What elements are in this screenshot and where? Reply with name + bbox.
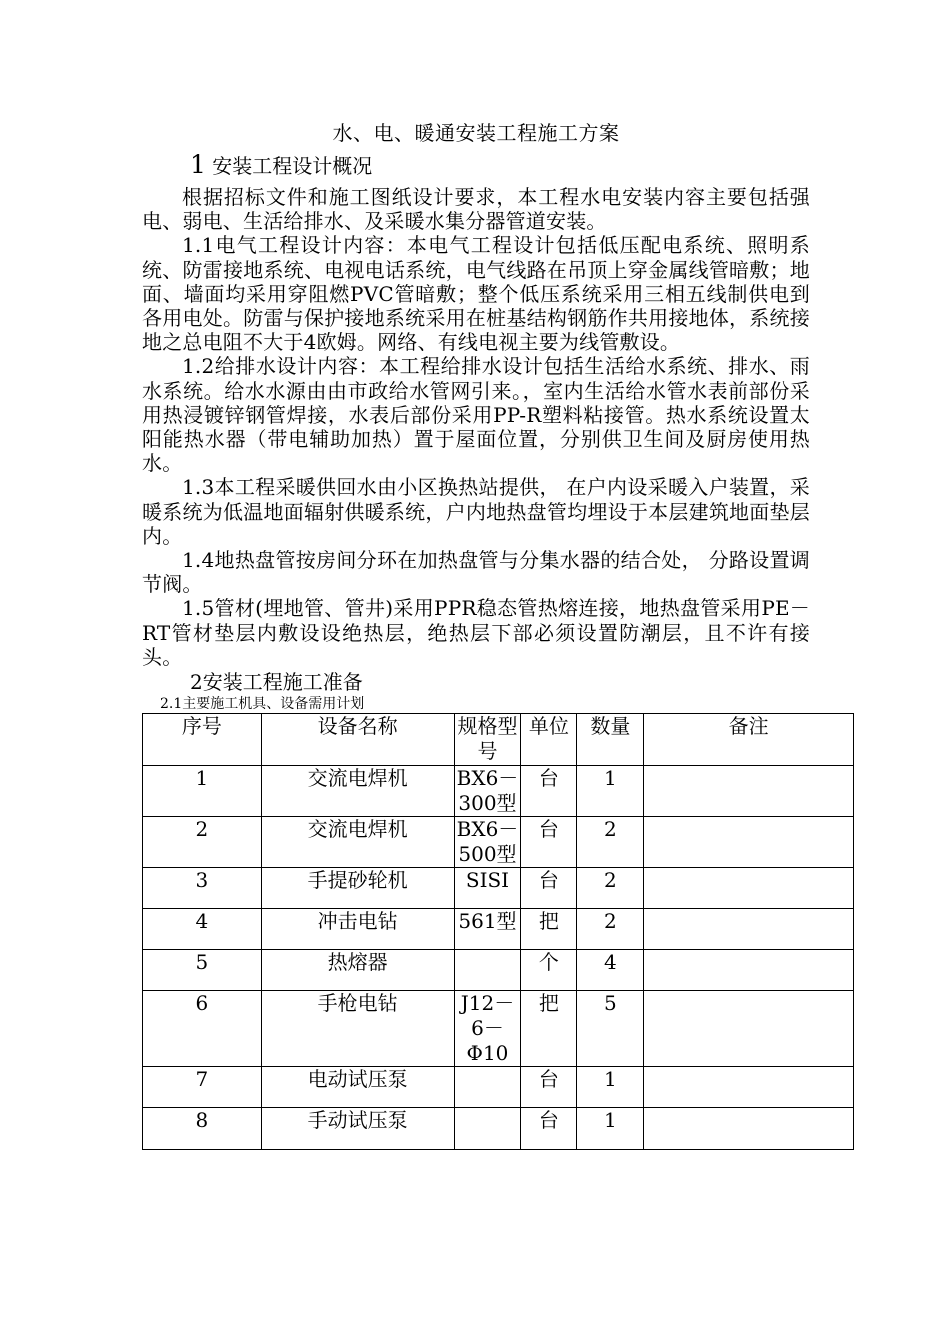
- cell-index: 6: [143, 991, 262, 1067]
- cell-name: 手动试压泵: [261, 1108, 454, 1150]
- table-caption: 2.1主要施工机具、设备需用计划: [160, 696, 365, 713]
- cell-quantity: 5: [577, 991, 644, 1067]
- cell-remark: [644, 909, 854, 950]
- cell-model: SISI: [454, 868, 521, 909]
- cell-quantity: 2: [577, 909, 644, 950]
- cell-index: 5: [143, 950, 262, 991]
- cell-unit: 台: [521, 868, 577, 909]
- header-index: 序号: [143, 714, 262, 766]
- cell-index: 7: [143, 1067, 262, 1108]
- cell-unit: 台: [521, 1067, 577, 1108]
- table-row: [143, 1067, 854, 1108]
- cell-model: BX6－500型: [454, 817, 521, 868]
- cell-model: [454, 1108, 521, 1150]
- table-row: [143, 991, 854, 1067]
- cell-remark: [644, 1108, 854, 1150]
- cell-model: BX6－300型: [454, 766, 521, 817]
- cell-model: [454, 1067, 521, 1108]
- equipment-table: [142, 713, 854, 1150]
- cell-unit: 台: [521, 1108, 577, 1150]
- paragraph-1-1: 1.1电气工程设计内容：本电气工程设计包括低压配电系统、照明系统、防雷接地系统、电视电话系统，电气线路在吊顶上穿金属线管暗敷；地面、墙面均采用穿阻燃PVC管暗敷；整个低压系统采用三相五线制供电到各用电处。防雷与保护接地系统采用在桩基结构钢筋作共用接地体，系统接地之总电阻不大于4欧姆。网络、有线电视主要为线管敷设。: [142, 233, 810, 355]
- cell-unit: 把: [521, 909, 577, 950]
- cell-remark: [644, 991, 854, 1067]
- section-1-number: 1: [190, 150, 206, 179]
- cell-index: 8: [143, 1108, 262, 1150]
- table-row: [143, 868, 854, 909]
- cell-remark: [644, 817, 854, 868]
- cell-index: 3: [143, 868, 262, 909]
- table-header-row: [143, 714, 854, 766]
- cell-quantity: 2: [577, 868, 644, 909]
- cell-name: 热熔器: [261, 950, 454, 991]
- document-title: 水、电、暖通安装工程施工方案: [332, 121, 620, 145]
- cell-quantity: 1: [577, 1108, 644, 1150]
- cell-remark: [644, 1067, 854, 1108]
- cell-name: 手提砂轮机: [261, 868, 454, 909]
- paragraph-1-3: 1.3本工程采暖供回水由小区换热站提供， 在户内设采暖入户装置，采暖系统为低温地面辐射供暖系统，户内地热盘管均埋设于本层建筑地面垫层内。: [142, 475, 810, 548]
- cell-remark: [644, 868, 854, 909]
- table-row: [143, 1108, 854, 1150]
- cell-quantity: 1: [577, 1067, 644, 1108]
- cell-model: J12－6－Φ10: [454, 991, 521, 1067]
- header-quantity: 数量: [577, 714, 644, 766]
- header-remark: 备注: [644, 714, 854, 766]
- cell-remark: [644, 766, 854, 817]
- cell-unit: 台: [521, 766, 577, 817]
- cell-name: 冲击电钻: [261, 909, 454, 950]
- paragraph-1-5: 1.5管材(埋地管、管井)采用PPR稳态管热熔连接，地热盘管采用PE－RT管材垫层内敷设设绝热层，绝热层下部必须设置防潮层，且不许有接头。: [142, 596, 810, 669]
- cell-quantity: 1: [577, 766, 644, 817]
- table-row: [143, 766, 854, 817]
- cell-unit: 个: [521, 950, 577, 991]
- header-unit: 单位: [521, 714, 577, 766]
- paragraph-1-4: 1.4地热盘管按房间分环在加热盘管与分集水器的结合处， 分路设置调节阀。: [142, 548, 810, 597]
- header-name: 设备名称: [261, 714, 454, 766]
- header-model: 规格型号: [454, 714, 521, 766]
- cell-model: [454, 950, 521, 991]
- table-row: [143, 950, 854, 991]
- cell-index: 1: [143, 766, 262, 817]
- cell-index: 2: [143, 817, 262, 868]
- cell-model: 561型: [454, 909, 521, 950]
- table-row: [143, 909, 854, 950]
- section-2-heading: 2安装工程施工准备: [190, 670, 363, 695]
- cell-name: 交流电焊机: [261, 766, 454, 817]
- document-page: [142, 118, 810, 1150]
- section-1-text: 安装工程设计概况: [212, 154, 373, 178]
- cell-name: 电动试压泵: [261, 1067, 454, 1108]
- cell-index: 4: [143, 909, 262, 950]
- paragraph-1-2: 1.2给排水设计内容：本工程给排水设计包括生活给水系统、排水、雨水系统。给水水源由由市政给水管网引来。，室内生活给水管水表前部份采用热浸镀锌钢管焊接，水表后部份采用PP-R塑料粘接管。热水系统设置太阳能热水器（带电辅助加热）置于屋面位置，分别供卫生间及厨房使用热水。: [142, 354, 810, 476]
- cell-unit: 把: [521, 991, 577, 1067]
- cell-quantity: 2: [577, 817, 644, 868]
- paragraph-intro: 根据招标文件和施工图纸设计要求，本工程水电安装内容主要包括强电、弱电、生活给排水、及采暖水集分器管道安装。: [142, 185, 810, 234]
- cell-unit: 台: [521, 817, 577, 868]
- cell-name: 交流电焊机: [261, 817, 454, 868]
- cell-name: 手枪电钻: [261, 991, 454, 1067]
- table-row: [143, 817, 854, 868]
- cell-remark: [644, 950, 854, 991]
- section-1-heading: [190, 150, 810, 181]
- cell-quantity: 4: [577, 950, 644, 991]
